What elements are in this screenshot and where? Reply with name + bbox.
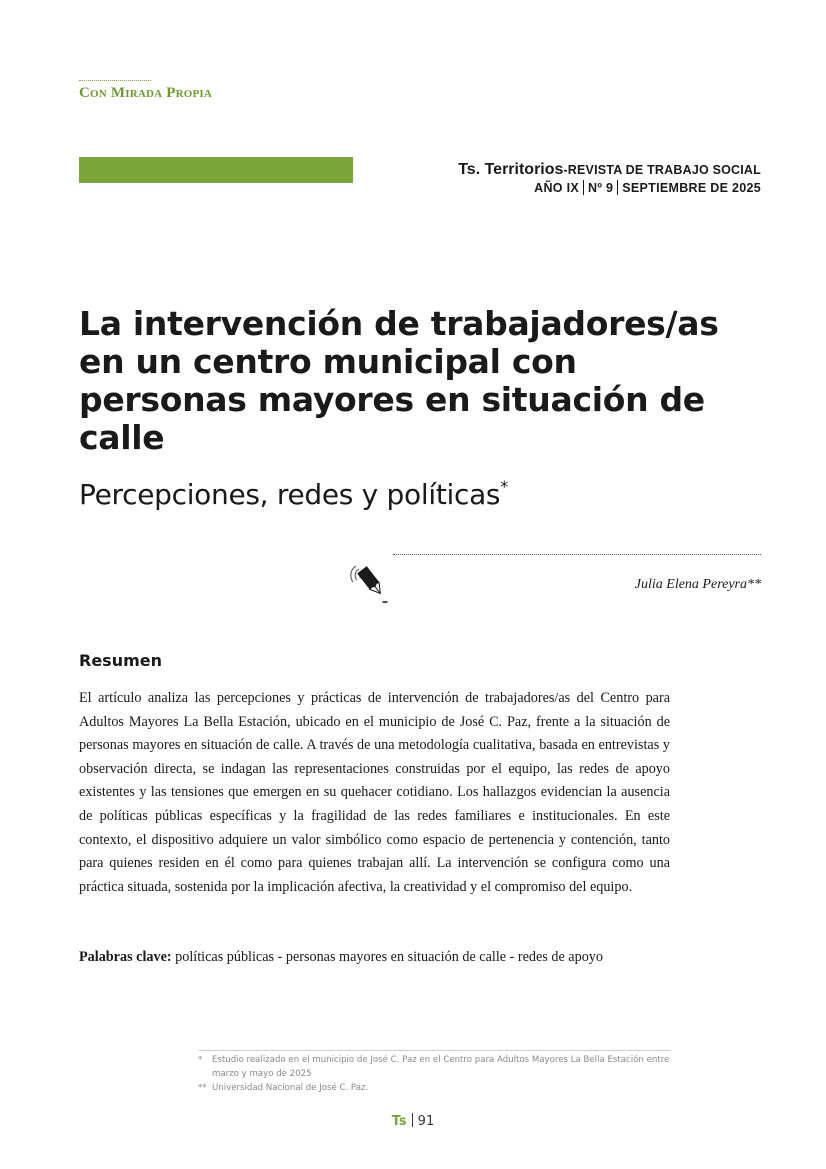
abstract-heading: Resumen	[79, 651, 162, 670]
footnote-rule	[198, 1050, 670, 1051]
page-footer	[0, 1113, 826, 1129]
fountain-pen-icon	[343, 556, 395, 606]
header-accent-bar	[79, 157, 353, 183]
separator	[583, 180, 584, 195]
section-label: Con Mirada Propia	[79, 85, 213, 101]
abstract-text: El artículo analiza las percepciones y prácticas de intervención de trabajadores/as del Centro para Adultos Mayores La Bella Estación, ubicado en el municipio de José C. Paz, frente a la situación de personas mayores en situación de calle. A través de una metodología cualitativa, basada en entrevistas y observación directa, se indagan las representaciones construidas por el equipo, las redes de apoyo existentes y las tensiones que emergen en su quehacer cotidiano. Los hallazgos evidencian la ausencia de políticas públicas específicas y la fragilidad de las redes familiares e institucionales. En este contexto, el dispositivo adquiere un valor simbólico como espacio de pertenencia y contención, tanto para quienes residen en él como para quienes trabajan allí. La intervención se configura como una práctica situada, sostenida por la implicación afectiva, la creatividad y el compromiso del equipo.	[79, 690, 670, 895]
footnote-text: Estudio realizado en el municipio de José C. Paz en el Centro para Adultos Mayores La Bella Estación entre marzo y mayo de 2025	[212, 1055, 670, 1079]
journal-year: AÑO IX	[534, 181, 579, 195]
footnote	[198, 1081, 670, 1095]
footnote-mark: *	[198, 1055, 203, 1065]
journal-subtitle: -REVISTA DE TRABAJO SOCIAL	[563, 163, 761, 177]
article-title: La intervención de trabajadores/as en un centro municipal con personas mayores en situación de calle	[79, 304, 719, 457]
journal-date: SEPTIEMBRE DE 2025	[622, 181, 761, 195]
keywords-text: políticas públicas - personas mayores en situación de calle - redes de apoyo	[175, 949, 603, 965]
footer-brand: Ts	[391, 1114, 407, 1129]
separator	[617, 180, 618, 195]
footnote-mark: **	[198, 1083, 207, 1093]
footnotes	[198, 1053, 670, 1095]
subtitle-footnote-mark: *	[500, 477, 508, 496]
keywords-line	[79, 946, 603, 968]
journal-issue-line	[458, 180, 761, 196]
footnote-text: Universidad Nacional de José C. Paz.	[212, 1083, 369, 1093]
keywords-label: Palabras clave:	[79, 949, 172, 965]
article-subtitle: Percepciones, redes y políticas	[79, 478, 501, 511]
journal-name: Ts. Territorios	[458, 161, 564, 178]
journal-title-line	[458, 160, 761, 180]
separator	[412, 1113, 413, 1127]
author-divider	[393, 554, 761, 555]
footnote	[198, 1053, 670, 1081]
journal-issue: Nº 9	[588, 181, 614, 195]
page-number: 91	[417, 1114, 435, 1129]
author-name: Julia Elena Pereyra**	[634, 577, 761, 592]
section-divider	[79, 80, 151, 81]
article-subtitle-line	[79, 470, 508, 512]
journal-header	[458, 160, 761, 196]
